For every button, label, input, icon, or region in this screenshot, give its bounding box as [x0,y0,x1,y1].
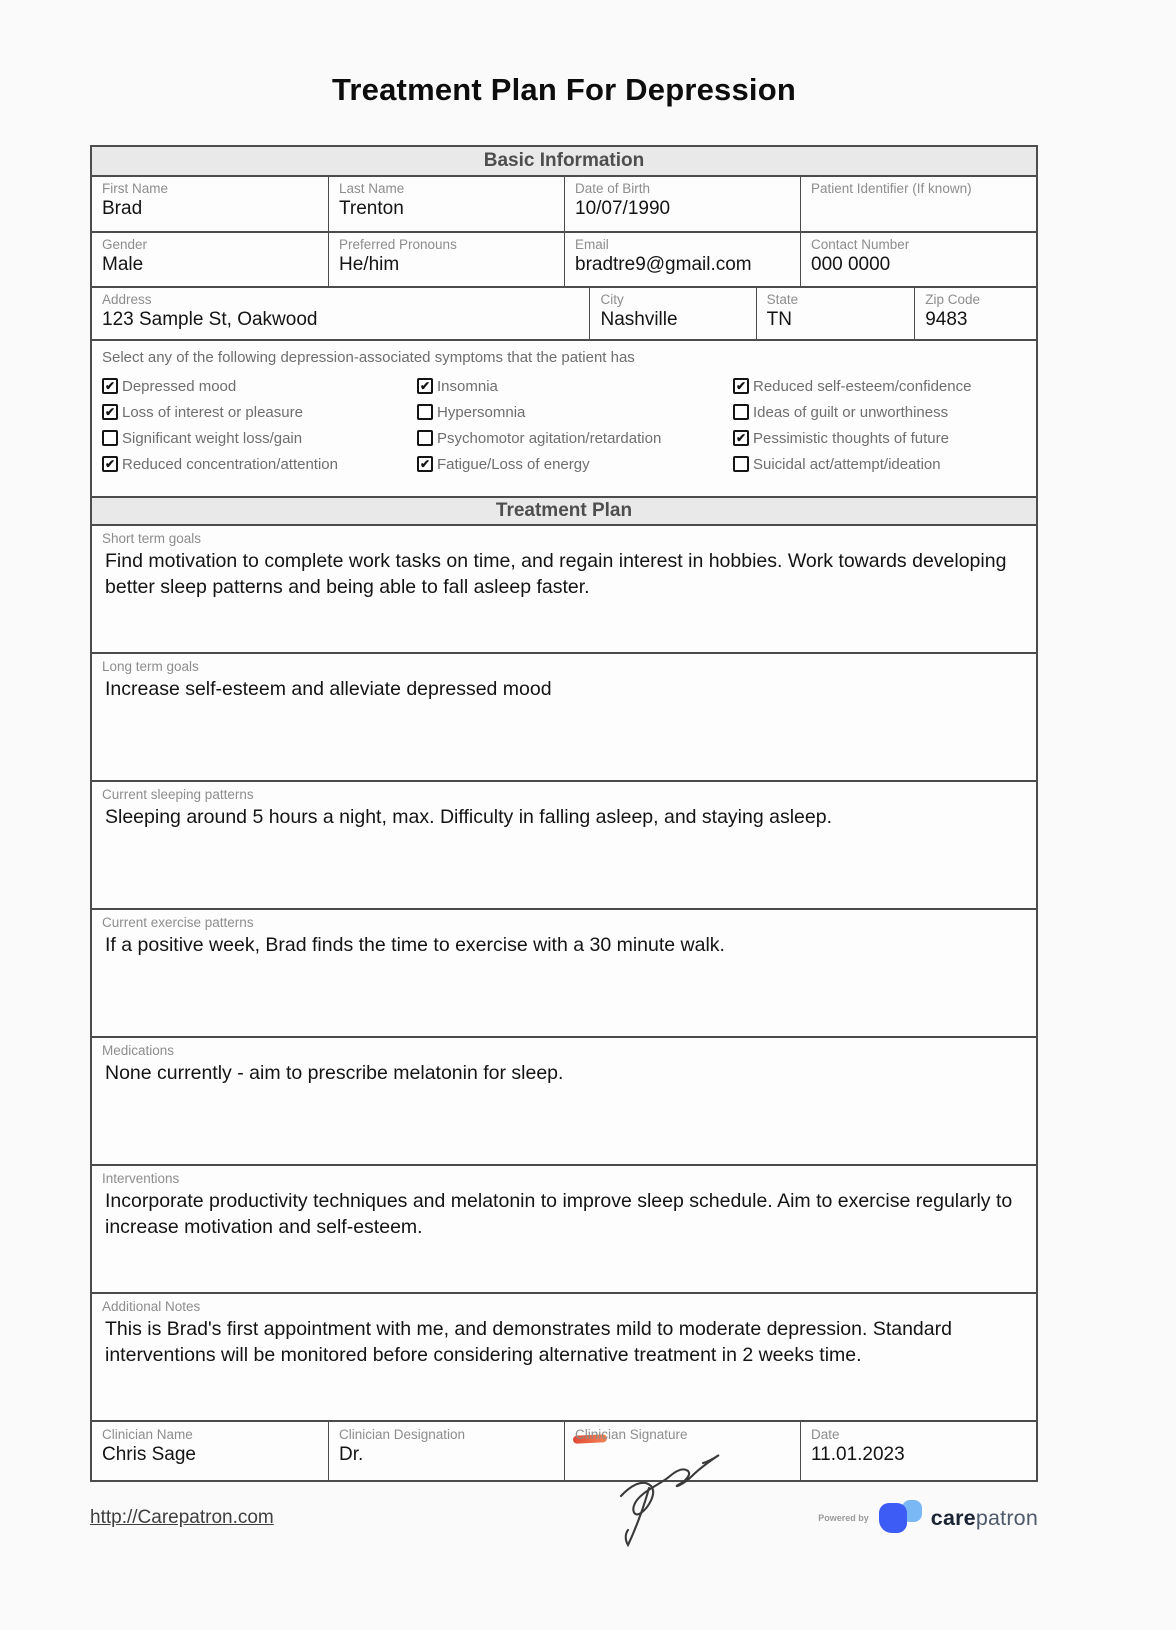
basic-info-row-3 [92,288,1036,341]
field-value: 10/07/1990 [575,198,671,219]
checkbox-icon[interactable]: ✔ [733,378,749,394]
field-state [756,288,915,339]
field-clinician-designation [328,1422,564,1480]
symptom-reduced-concentration [102,451,417,477]
field-value: Incorporate productivity techniques and melatonin to improve sleep schedule. Aim to exercise regularly to increase motivation and self-esteem. [105,1190,1013,1239]
field-address [92,288,589,339]
symptom-label: Psychomotor agitation/retardation [437,429,662,447]
symptom-loss-of-interest [102,399,417,425]
field-label: Email [575,237,609,252]
treatment-section-additional-notes [92,1294,1036,1422]
field-clinician-name [92,1422,328,1480]
field-value: 123 Sample St, Oakwood [102,309,318,330]
treatment-section-exercise-patterns [92,910,1036,1038]
symptoms-column-2 [417,373,733,477]
field-value: bradtre9@gmail.com [575,254,752,275]
brand-patron: patron [975,1505,1038,1530]
field-label: State [766,292,799,307]
field-label: Gender [102,237,148,252]
field-gender [92,233,328,286]
field-value: Sleeping around 5 hours a night, max. Difficulty in falling asleep, and staying asleep. [105,806,833,828]
symptoms-checklist [92,341,1036,496]
field-date [800,1422,1036,1480]
field-label: Contact Number [811,237,910,252]
field-value: Dr. [339,1444,364,1465]
logo-dark-bubble [879,1503,907,1533]
checkbox-icon[interactable]: ✔ [417,456,433,472]
field-label: Long term goals [102,659,199,674]
carepatron-logo-icon [879,1498,925,1538]
field-label: Clinician Name [102,1427,193,1442]
field-email [564,233,800,286]
basic-info-row-2 [92,233,1036,288]
field-value: He/him [339,254,400,275]
field-label: Interventions [102,1171,180,1186]
basic-info-row-1 [92,177,1036,233]
field-label: Current sleeping patterns [102,787,254,802]
field-value: None currently - aim to prescribe melatonin for sleep. [105,1062,564,1084]
symptom-label: Fatigue/Loss of energy [437,455,590,473]
field-value: This is Brad's first appointment with me, and demonstrates mild to moderate depression. Standard interventions will be monitored before considering alternative treatment in 2 weeks time. [105,1318,952,1367]
field-label: Address [102,292,152,307]
field-label: Preferred Pronouns [339,237,457,252]
symptom-label: Depressed mood [122,377,237,395]
symptoms-column-3 [733,373,1026,477]
symptom-pessimistic-thoughts [733,425,1026,451]
symptoms-column-1 [102,373,417,477]
powered-by-label: Powered by [818,1513,869,1523]
checkbox-icon[interactable] [733,404,749,420]
symptom-label: Significant weight loss/gain [122,429,303,447]
symptom-ideas-of-guilt [733,399,1026,425]
checkbox-icon[interactable] [417,430,433,446]
carepatron-brand-text [931,1506,1038,1531]
symptom-insomnia [417,373,733,399]
field-label: Zip Code [925,292,980,307]
symptom-suicidal-ideation [733,451,1026,477]
field-value: If a positive week, Brad finds the time to exercise with a 30 minute walk. [105,934,725,956]
field-value: Chris Sage [102,1444,196,1465]
checkbox-icon[interactable] [733,456,749,472]
field-contact-number [800,233,1036,286]
field-label: Medications [102,1043,175,1058]
symptom-label: Hypersomnia [437,403,526,421]
brand-care: care [930,1505,976,1530]
field-value: TN [766,309,792,330]
field-value: Trenton [339,198,404,219]
symptom-depressed-mood [102,373,417,399]
field-date-of-birth [564,177,800,231]
field-label: Date of Birth [575,181,651,196]
symptom-fatigue [417,451,733,477]
field-label: Clinician Designation [339,1427,466,1442]
field-value: Male [102,254,144,275]
field-label: Additional Notes [102,1299,201,1314]
checkbox-icon[interactable] [417,404,433,420]
symptom-label: Reduced concentration/attention [122,455,338,473]
treatment-section-sleeping-patterns [92,782,1036,910]
treatment-section-medications [92,1038,1036,1166]
field-value: 9483 [925,309,968,330]
symptom-label: Reduced self-esteem/confidence [753,377,972,395]
symptom-label: Suicidal act/attempt/ideation [753,455,941,473]
symptom-reduced-self-esteem [733,373,1026,399]
field-patient-identifier [800,177,1036,231]
symptoms-instruction: Select any of the following depression-associated symptoms that the patient has [102,349,635,366]
field-value: Brad [102,198,143,219]
field-label: City [600,292,624,307]
checkbox-icon[interactable] [102,430,118,446]
symptom-hypersomnia [417,399,733,425]
section-header-basic-information: Basic Information [92,147,1036,177]
checkbox-icon[interactable]: ✔ [102,456,118,472]
field-value: Find motivation to complete work tasks on time, and regain interest in hobbies. Work towards developing better sleep patterns and being able to fall asleep faster. [105,550,1007,599]
section-header-treatment-plan: Treatment Plan [92,496,1036,526]
field-label: First Name [102,181,169,196]
carepatron-link[interactable]: http://Carepatron.com [90,1507,274,1528]
field-value: Nashville [600,309,678,330]
powered-by-block [818,1498,1038,1538]
field-clinician-signature [564,1422,800,1480]
treatment-section-interventions [92,1166,1036,1294]
symptom-label: Insomnia [437,377,498,395]
symptom-label: Loss of interest or pleasure [122,403,303,421]
field-value: Increase self-esteem and alleviate depressed mood [105,678,552,700]
treatment-section-long-term-goals [92,654,1036,782]
checkbox-icon[interactable]: ✔ [733,430,749,446]
field-label: Last Name [339,181,405,196]
field-label: Clinician Signature [575,1427,688,1442]
checkbox-icon[interactable]: ✔ [417,378,433,394]
treatment-section-short-term-goals [92,526,1036,654]
page-footer [90,1498,1038,1538]
clinician-row [92,1422,1036,1480]
field-label: Current exercise patterns [102,915,254,930]
field-value: 11.01.2023 [811,1444,905,1465]
checkbox-icon[interactable]: ✔ [102,378,118,394]
field-label: Date [811,1427,840,1442]
field-first-name [92,177,328,231]
field-zip-code [914,288,1036,339]
treatment-plan-form [90,145,1038,1482]
field-last-name [328,177,564,231]
symptoms-grid [102,373,1026,477]
symptom-label: Pessimistic thoughts of future [753,429,949,447]
signature-scribble [587,1438,747,1548]
symptom-psychomotor [417,425,733,451]
symptom-weight-loss-gain [102,425,417,451]
field-preferred-pronouns [328,233,564,286]
field-label: Short term goals [102,531,202,546]
checkbox-icon[interactable]: ✔ [102,404,118,420]
field-value: 000 0000 [811,254,891,275]
field-label: Patient Identifier (If known) [811,181,972,196]
field-city [589,288,755,339]
symptom-label: Ideas of guilt or unworthiness [753,403,949,421]
page-title: Treatment Plan For Depression [331,72,797,107]
